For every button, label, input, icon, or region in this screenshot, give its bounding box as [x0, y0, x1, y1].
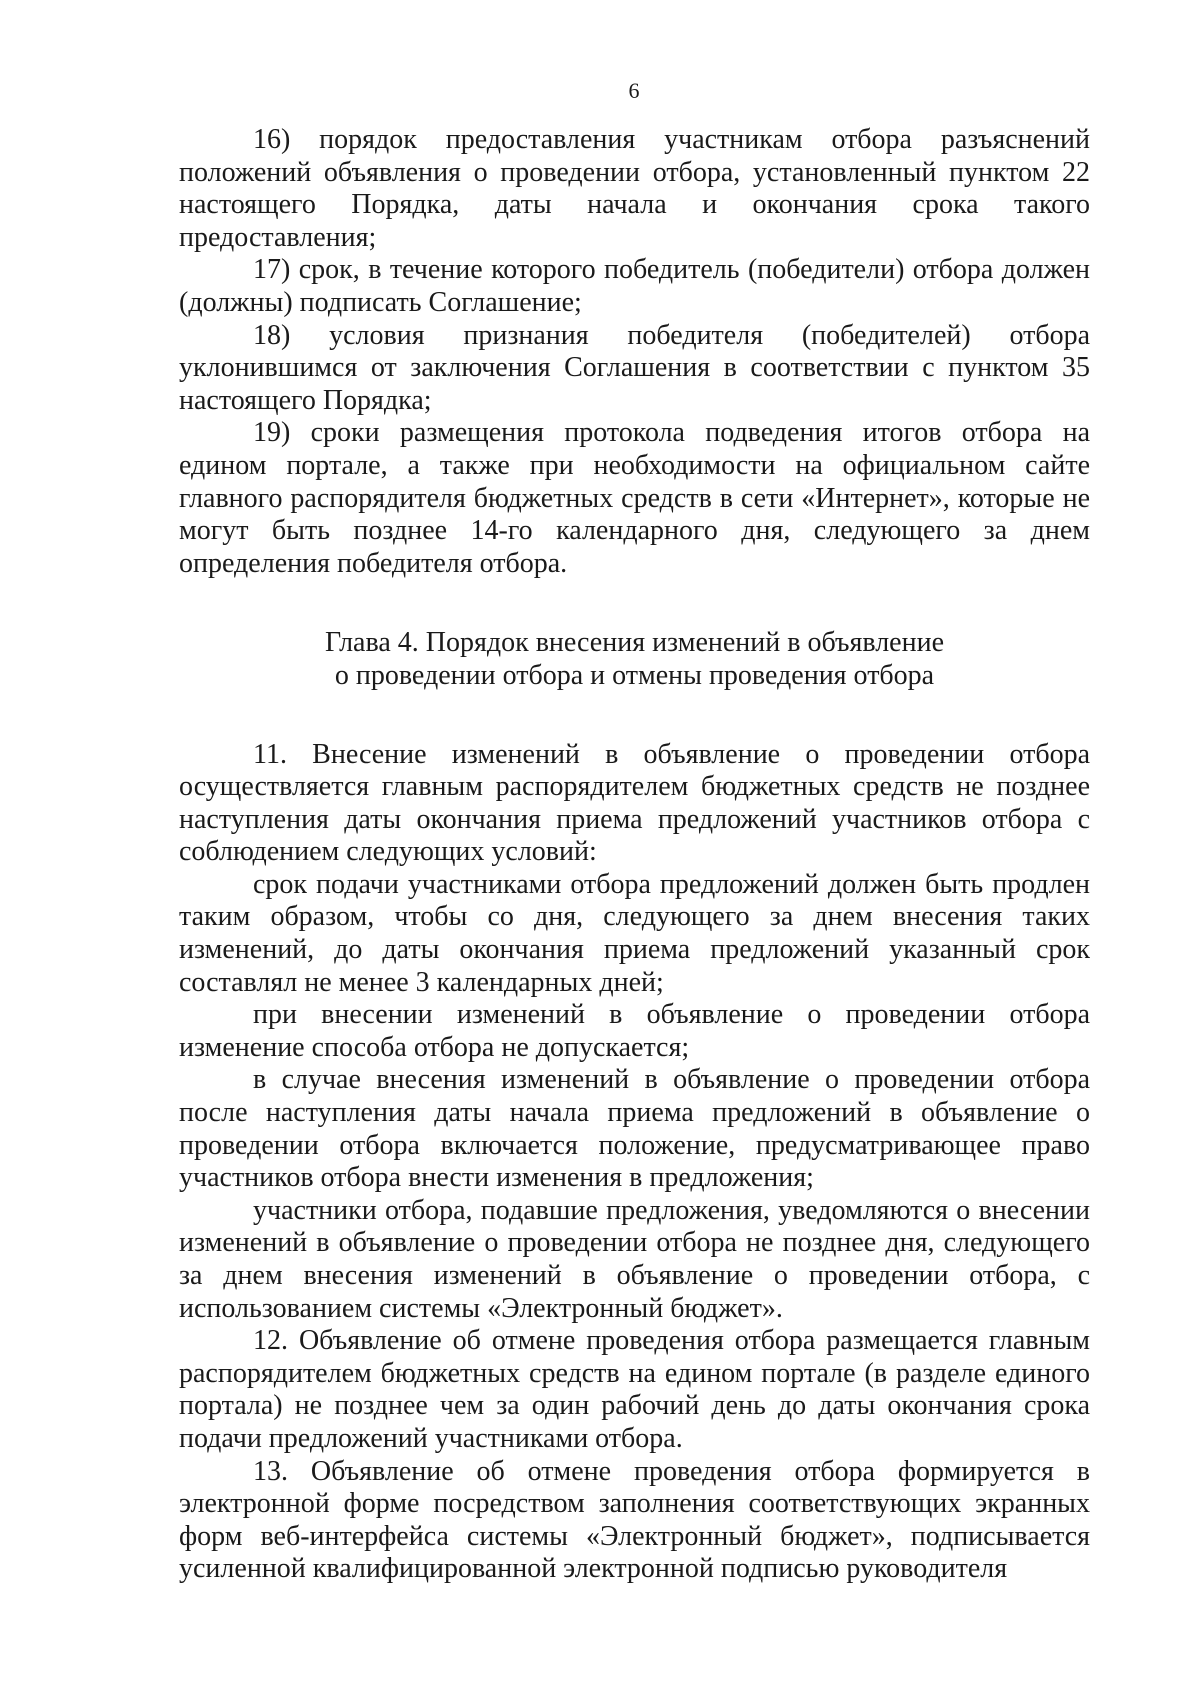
chapter-heading-line-1: Глава 4. Порядок внесения изменений в объявление: [324, 627, 945, 659]
document-body: [179, 124, 1090, 1586]
paragraph-clause-13: 13. Объявление об отмене проведения отбора формируется в электронной форме посредством заполнения соответствующих экранных форм веб-интерфейса системы «Электронный бюджет», подписывается усиленной квалифицированной электронной подписью руководителя: [179, 1455, 1090, 1585]
paragraph-item-17: 17) срок, в течение которого победитель (победители) отбора должен (должны) подписать Соглашение;: [179, 254, 1090, 318]
chapter-heading-line-2: о проведении отбора и отмены проведения отбора: [334, 659, 935, 691]
paragraph-clause-12: 12. Объявление об отмене проведения отбора размещается главным распорядителем бюджетных средств на едином портале (в разделе единого портала) не позднее чем за один рабочий день до даты окончания срока подачи предложений участниками отбора.: [179, 1325, 1090, 1454]
paragraph-condition-1: срок подачи участниками отбора предложений должен быть продлен таким образом, чтобы со дня, следующего за днем внесения таких изменений, до даты окончания приема предложений указанный срок составлял не менее 3 календарных дней;: [179, 868, 1090, 998]
paragraph-condition-4: участники отбора, подавшие предложения, уведомляются о внесении изменений в объявление о проведении отбора не позднее дня, следующего за днем внесения изменений в объявление о проведении отбора, с использованием системы «Электронный бюджет».: [179, 1194, 1090, 1324]
paragraph-item-18: 18) условия признания победителя (победителей) отбора уклонившимся от заключения Соглашения в соответствии с пунктом 35 настоящего Порядка;: [179, 319, 1090, 416]
paragraph-item-16: 16) порядок предоставления участникам отбора разъяснений положений объявления о проведении отбора, установленный пунктом 22 настоящего Порядка, даты начала и окончания срока такого предоставления;: [179, 124, 1090, 253]
paragraph-condition-3: в случае внесения изменений в объявление о проведении отбора после наступления даты начала приема предложений в объявление о проведении отбора включается положение, предусматривающее право участников отбора внести изменения в предложения;: [179, 1064, 1090, 1194]
page-number: 6: [628, 78, 640, 103]
chapter-heading: [179, 627, 1090, 692]
paragraph-clause-11: 11. Внесение изменений в объявление о проведении отбора осуществляется главным распорядителем бюджетных средств не позднее наступления даты окончания приема предложений участников отбора с соблюдением следующих условий:: [179, 738, 1090, 868]
paragraph-item-19: 19) сроки размещения протокола подведения итогов отбора на едином портале, а также при необходимости на официальном сайте главного распорядителя бюджетных средств в сети «Интернет», которые не могут быть позднее 14-го календарного дня, следующего за днем определения победителя отбора.: [179, 417, 1090, 579]
paragraph-condition-2: при внесении изменений в объявление о проведении отбора изменение способа отбора не допускается;: [179, 999, 1090, 1063]
